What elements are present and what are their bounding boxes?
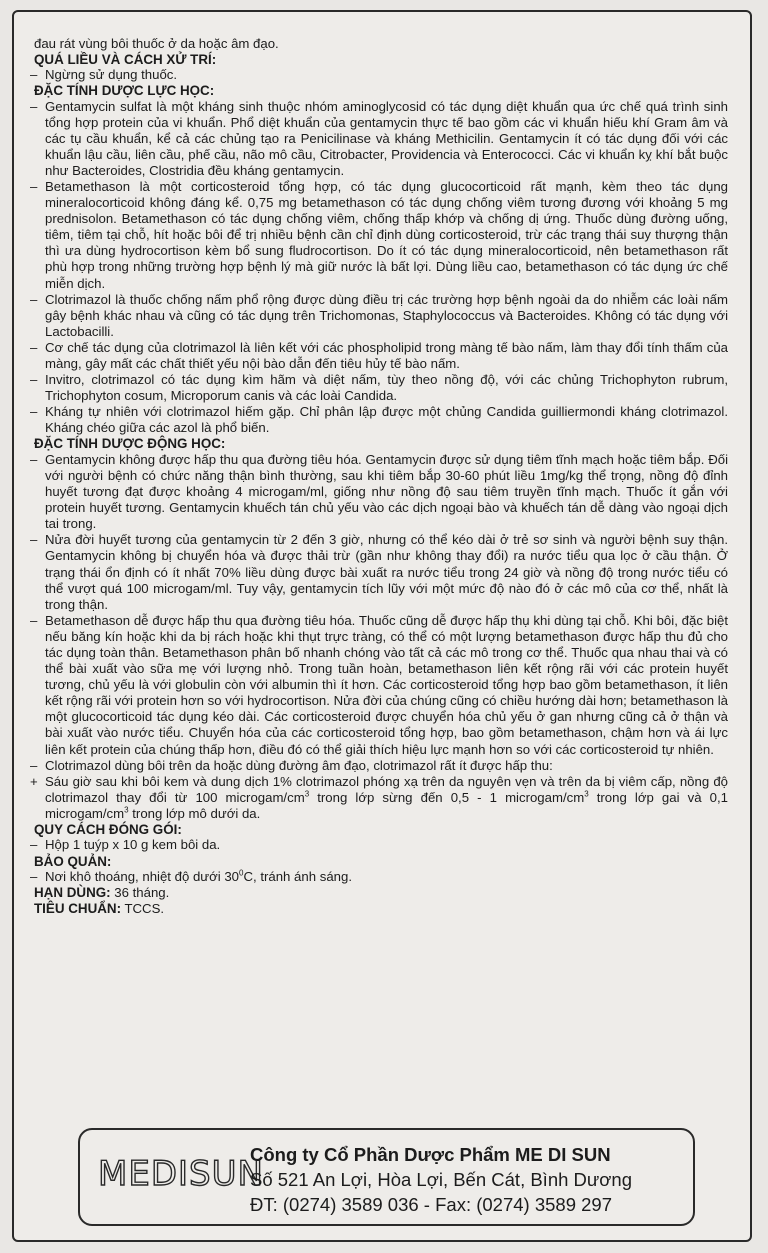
- company-contact: ĐT: (0274) 3589 036 - Fax: (0274) 3589 297: [250, 1194, 613, 1215]
- packaging-item: – Hộp 1 tuýp x 10 g kem bôi da.: [30, 837, 221, 853]
- company-name: Công ty Cổ Phần Dược Phẩm ME DI SUN: [250, 1144, 611, 1165]
- pd-item-2: – Betamethason là một corticosteroid tổng hợp, có tác dụng glucocorticoid rất mạnh, kèm theo tác dụng mineralocorticoid không đáng kể. 0,75 mg betamethason có tác dụng chống viêm tương đương với khoảng 5 mg prednisolon. Betamethason có tác dụng chống viêm, chống thấp khớp và chống dị ứng. Thuốc dùng đường uống, tiêm, tiêm tại chỗ, hít hoặc bôi để trị nhiều bệnh cần chỉ định dùng corticosteroid, trừ các trạng thái suy thượng thận thì ưa dùng hydrocortison kèm bổ sung fludrocortison. Do ít có tác dụng mineralocorticoid, nên betamethason rất phù hợp trong những trường hợp bệnh lý mà giữ nước là bất lợi. Dùng liều cao, betamethason có tác dụng ức chế miễn dịch.: [30, 178, 728, 291]
- shelf-life-line: HẠN DÙNG: 36 tháng.: [34, 885, 170, 901]
- pd-item-4: – Cơ chế tác dụng của clotrimazol là liên kết với các phospholipid trong màng tế bào nấm, làm thay đổi tính thấm của màng, gây mất các chất thiết yếu nội bào dẫn đến tiêu hủy tế bào nấm.: [30, 339, 728, 371]
- pk-item-3: – Betamethason dễ được hấp thu qua đường tiêu hóa. Thuốc cũng dễ được hấp thụ khi dùng tại chỗ. Khi bôi, đặc biệt nếu băng kín hoặc khi da bị rách hoặc khi thụt trực tràng, có thể có một lượng betamethason được hấp thu đủ cho tác dụng toàn thân. Betamethason phân bố nhanh chóng vào tất cả các mô trong cơ thể. Thuốc qua nhau thai và có thể bài xuất vào sữa mẹ với lượng nhỏ. Trong tuần hoàn, betamethason liên kết rộng rãi với các protein huyết tương, chủ yếu là với globulin còn với albumin thì ít hơn. Các corticosteroid tổng hợp bao gồm betamethason, ít liên kết rộng rãi với protein hơn so với hydrocortison. Nửa đời của chúng cũng có chiều hướng dài hơn; betamethason là một glucocorticoid tác dụng kéo dài. Các corticosteroid được chuyển hóa chủ yếu ở gan nhưng cũng cả ở thận và bài xuất vào nước tiểu. Chuyển hóa của các corticosteroid tổng hợp, bao gồm betamethason, chậm hơn và ái lực liên kết protein của chúng thấp hơn, điều đó có thể giải thích hiệu lực mạnh hơn so với các corticosteroid tự nhiên.: [30, 612, 728, 757]
- pd-item-5: – Invitro, clotrimazol có tác dụng kìm hãm và diệt nấm, tùy theo nồng độ, với các chủng Trichophyton rubrum, Trichophyton cosum, Microporum canis và các loài Candida.: [30, 372, 728, 404]
- company-address: Số 521 An Lợi, Hòa Lợi, Bến Cát, Bình Dương: [250, 1169, 632, 1190]
- company-footer: [78, 1128, 695, 1226]
- overdose-heading: QUÁ LIỀU VÀ CÁCH XỬ TRÍ:: [34, 51, 217, 67]
- packaging-heading: QUY CÁCH ĐÓNG GÓI:: [34, 822, 182, 838]
- storage-item: – Nơi khô thoáng, nhiệt độ dưới $30^0C$, tránh ánh sáng.: [30, 868, 352, 884]
- leaflet-page: [12, 10, 752, 1242]
- pharmacokinetics-heading: ĐẶC TÍNH DƯỢC ĐỘNG HỌC:: [34, 436, 226, 452]
- company-info: [250, 1142, 632, 1217]
- pk-item-1: – Gentamycin không được hấp thu qua đường tiêu hóa. Gentamycin được sử dụng tiêm tĩnh mạch hoặc tiêm bắp. Đối với người bệnh có chức năng thận bình thường, sau khi tiêm bắp 30-60 phút liều 1mg/kg thể trọng, nồng độ đỉnh huyết tương đạt được khoảng 4 microgam/ml, giống như nồng độ sau tiêm truyền tĩnh mạch. Thuốc ít gắn với protein huyết tương. Gentamycin khuếch tán chủ yếu vào các dịch ngoại bào và khuếch tán dễ dàng vào ngoại dịch tai trong.: [30, 451, 728, 532]
- pd-item-3: – Clotrimazol là thuốc chống nấm phổ rộng được dùng điều trị các trường hợp bệnh ngoài da do nhiễm các loài nấm gây bệnh khác nhau và cũng có tác dụng trên Trichomonas, Staphylococcus và Bacteroides. Không có tác dụng với Lactobacilli.: [30, 291, 728, 339]
- pharmacodynamics-heading: ĐẶC TÍNH DƯỢC LỰC HỌC:: [34, 83, 215, 99]
- intro-line: đau rát vùng bôi thuốc ở da hoặc âm đạo.: [34, 36, 279, 51]
- standard-line: TIÊU CHUẨN: TCCS.: [34, 900, 165, 916]
- pd-item-6: – Kháng tự nhiên với clotrimazol hiếm gặp. Chỉ phân lập được một chủng Candida guilliermondi kháng clotrimazol. Kháng chéo giữa các azol là phổ biến.: [30, 404, 728, 436]
- storage-heading: BẢO QUẢN:: [34, 853, 112, 869]
- overdose-item: – Ngừng sử dụng thuốc.: [30, 67, 178, 82]
- pk-item-2: – Nửa đời huyết tương của gentamycin từ 2 đến 3 giờ, nhưng có thể kéo dài ở trẻ sơ sinh và người bệnh suy thận. Gentamycin không bị chuyển hóa và được thải trừ (gần như không thay đổi) ra nước tiểu qua lọc ở cầu thận. Ở trạng thái ổn định có ít nhất 70% liều dùng được bài xuất ra nước tiểu trong 24 giờ và nồng độ trong nước tiểu có thể vượt quá 100 microgam/ml. Tuy vậy, gentamycin tích lũy với một mức độ nào đó ở các mô của cơ thể, nhất là trong thận.: [30, 532, 728, 612]
- pk-item-4: – Clotrimazol dùng bôi trên da hoặc dùng đường âm đạo, clotrimazol rất ít được hấp thu:: [30, 757, 553, 773]
- medisun-logo: MEDISUN: [98, 1154, 264, 1194]
- pd-item-1: – Gentamycin sulfat là một kháng sinh thuộc nhóm aminoglycosid có tác dụng diệt khuẩn qua ức chế quá trình sinh tổng hợp protein của vi khuẩn. Phổ diệt khuẩn của gentamycin thực tế bao gồm các vi khuẩn hiếu khí Gram âm và các tụ cầu khuẩn, kể cả các chủng tạo ra Penicilinase và kháng Methicilin. Gentamycin ít có tác dụng đối với các khuẩn lậu cầu, liên cầu, phế cầu, não mô cầu, Citrobacter, Providencia và Enterococci. Các vi khuẩn kỵ khí bắt buộc như Bacteroides, Clostridia đều kháng gentamycin.: [30, 98, 728, 178]
- pk-sub-item: + Sáu giờ sau khi bôi kem và dung dịch 1% clotrimazol phóng xạ trên da nguyên vẹn và trên da bị viêm cấp, nồng độ clotrimazol thay đổi từ 100 microgam/$cm^3$ trong lớp sừng đến 0,5 - 1 microgam/$cm^3$ trong lớp gai và 0,1 microgam/$cm^3$ trong lớp mô dưới da.: [30, 773, 728, 821]
